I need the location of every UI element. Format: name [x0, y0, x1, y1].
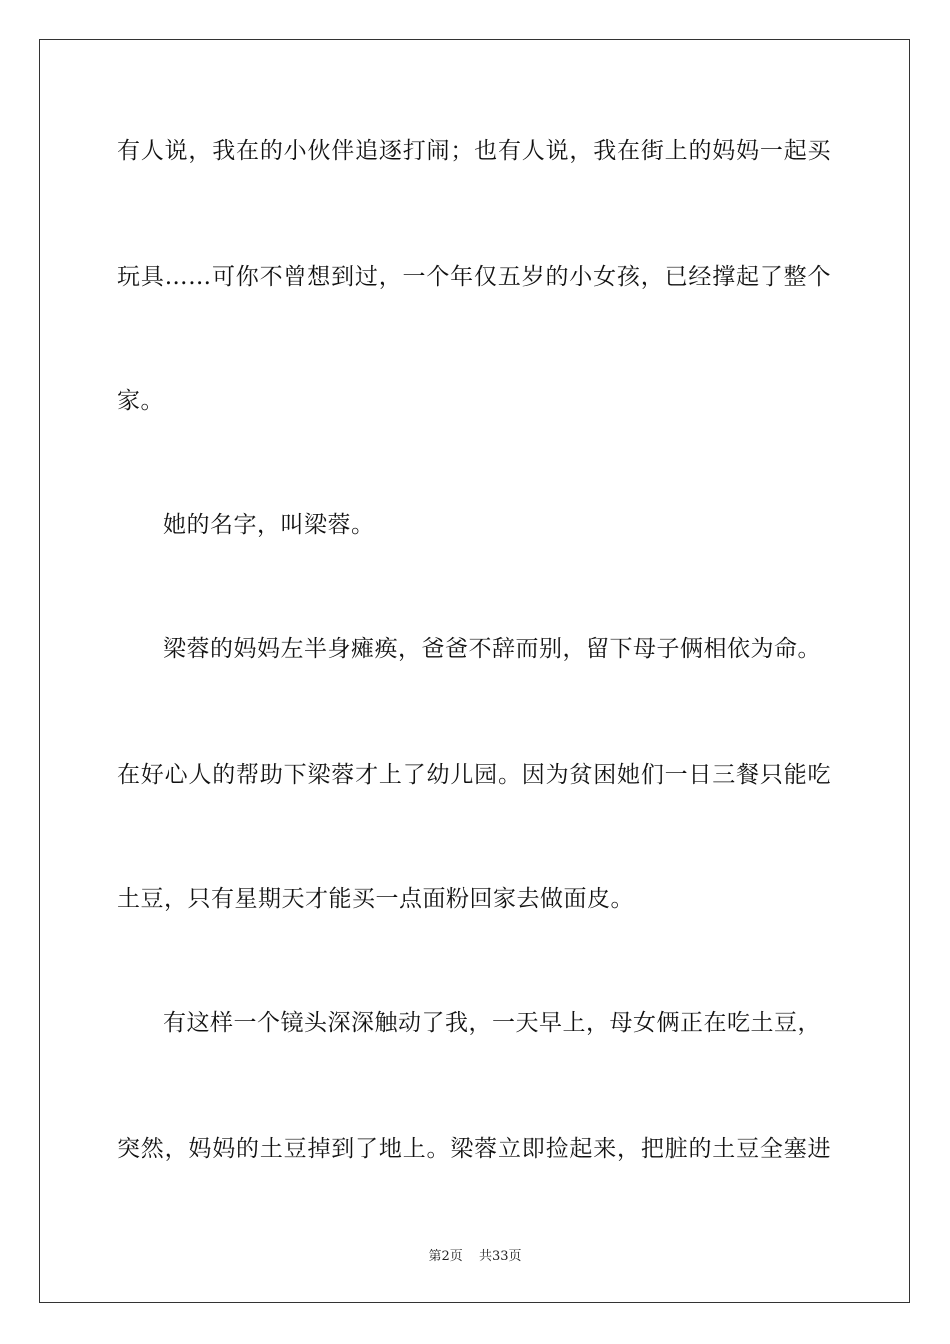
text-line-3: 家。 [117, 388, 164, 414]
text-line-6: 在好心人的帮助下梁蓉才上了幼儿园。因为贫困她们一日三餐只能吃 [117, 762, 831, 788]
page-border [39, 39, 910, 1303]
total-pages-label: 共33页 [478, 1249, 522, 1264]
text-line-8: 有这样一个镜头深深触动了我，一天早上，母女俩正在吃土豆， [163, 1010, 821, 1036]
text-line-1: 有人说，我在的小伙伴追逐打闹；也有人说，我在街上的妈妈一起买 [117, 138, 831, 164]
text-line-7: 土豆，只有星期天才能买一点面粉回家去做面皮。 [117, 886, 634, 912]
text-line-9: 突然，妈妈的土豆掉到了地上。梁蓉立即捡起来，把脏的土豆全塞进 [117, 1136, 831, 1162]
current-page-label: 第2页 [428, 1249, 463, 1264]
text-line-2: 玩具……可你不曾想到过，一个年仅五岁的小女孩，已经撑起了整个 [117, 264, 831, 290]
page-footer [0, 1248, 950, 1266]
text-line-5: 梁蓉的妈妈左半身瘫痪，爸爸不辞而别，留下母子俩相依为命。 [163, 636, 821, 662]
text-line-4: 她的名字，叫梁蓉。 [163, 512, 375, 538]
